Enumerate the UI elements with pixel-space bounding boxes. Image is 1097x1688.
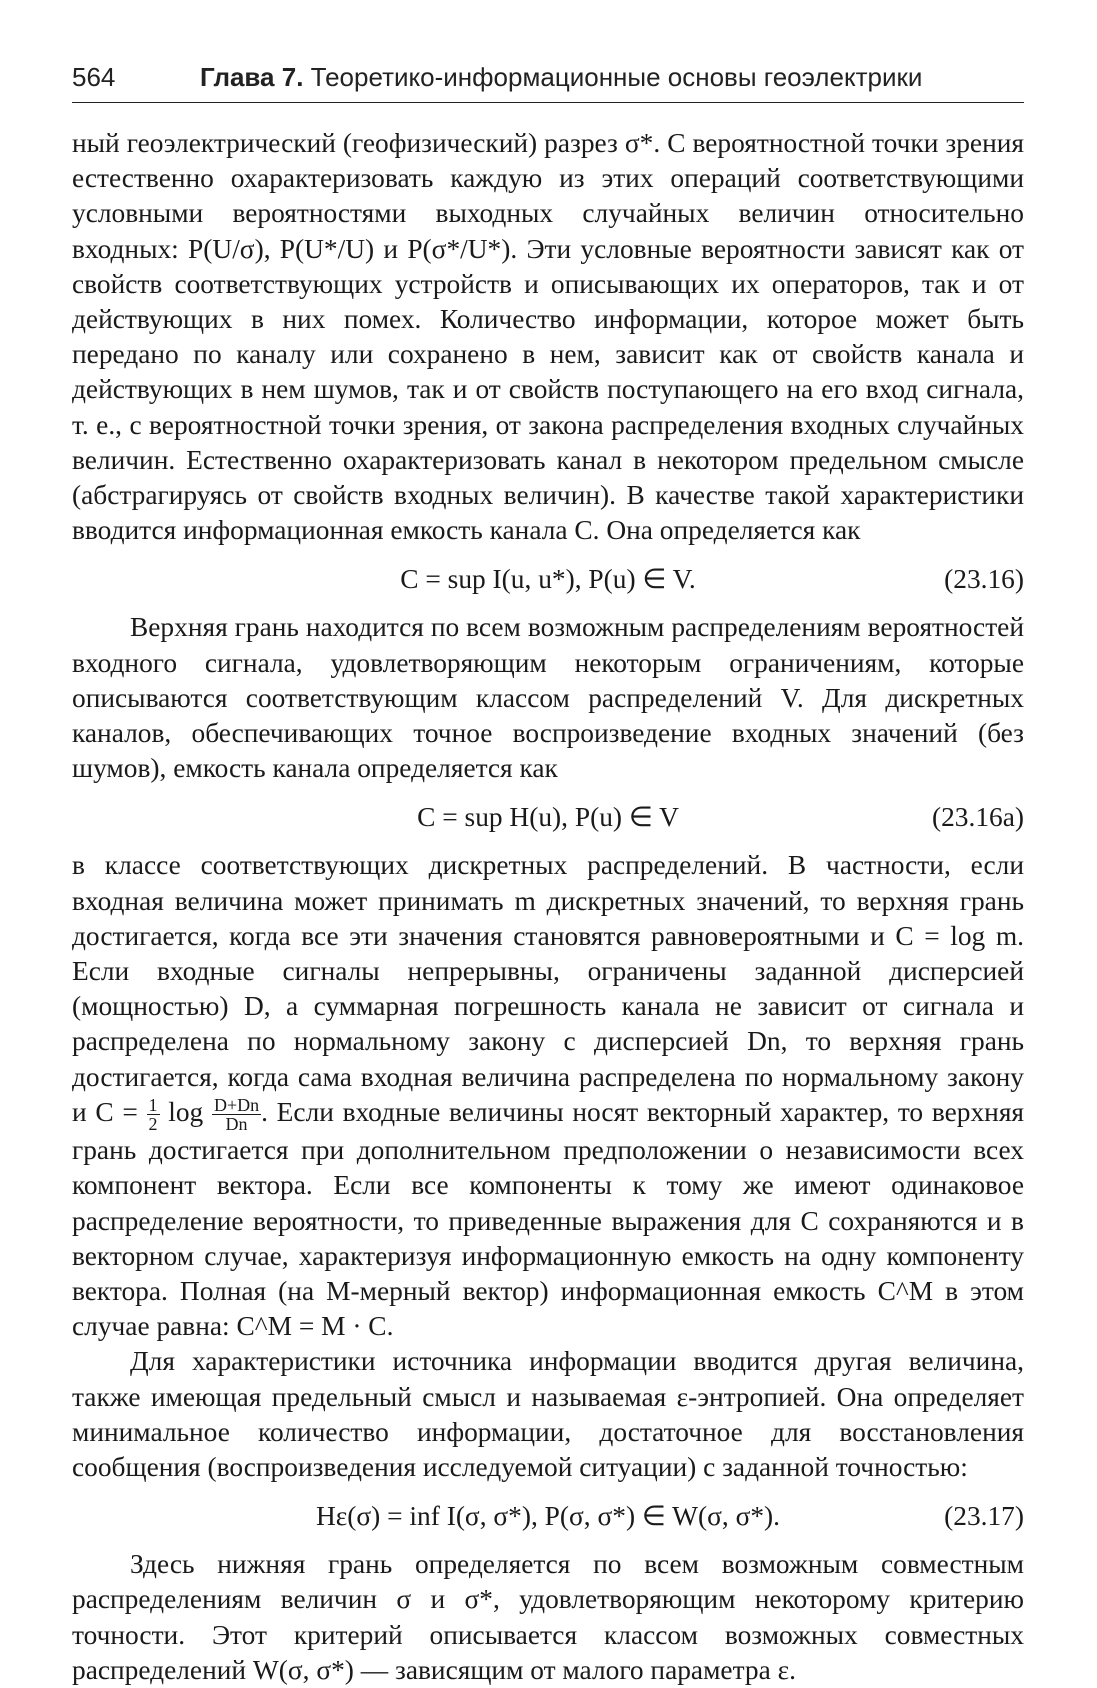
chapter-name: Теоретико-информационные основы геоэлектрики	[310, 62, 923, 92]
page-number: 564	[72, 62, 116, 92]
equation-number: (23.16a)	[931, 802, 1024, 833]
paragraph-3-part-a: в классе соответствующих дискретных распределений. В частности, если входная величина может принимать m дискретных значений, то верхняя грань достигается, когда все эти значения становятся равновероятными и C = log m. Если входные сигналы непрерывны, ограничены заданной дисперсией (мощностью) D, а суммарная погрешность канала не зависит от сигнала и распределена по нормальному закону с дисперсией Dn, то верхняя грань достигается, когда сама входная величина распределена по нормальному закону и C =	[72, 850, 1024, 1127]
paragraph-5: Здесь нижняя грань определяется по всем возможным совместным распределениям величин σ и σ*, удовлетворяющим некоторому критерию точности. Этот критерий описывается классом возможных совместных распределений W(σ, σ*) — зависящим от малого параметра ε.	[72, 1549, 1024, 1685]
chapter-label: Глава 7.	[200, 62, 304, 92]
page-body	[72, 126, 1024, 1688]
equation-body: C = sup H(u), P(u) ∈ V	[417, 802, 679, 833]
paragraph-2: Верхняя грань находится по всем возможным распределениям вероятностей входного сигнала, удовлетворяющим некоторым ограничениям, которые описываются соответствующим классом распределений V. Для дискретных каналов, обеспечивающих точное воспроизведение входных значений (без шумов), емкость канала определяется как	[72, 612, 1024, 784]
paragraph-4: Для характеристики источника информации вводится другая величина, также имеющая предельный смысл и называемая ε-энтропией. Она определяет минимальное количество информации, достаточное для восстановления сообщения (воспроизведения исследуемой ситуации) с заданной точностью:	[72, 1346, 1024, 1482]
equation-body: C = sup I(u, u*), P(u) ∈ V.	[400, 564, 696, 595]
running-header	[72, 62, 1024, 103]
equation-number: (23.16)	[944, 564, 1024, 595]
equation-23-17	[72, 1485, 1024, 1547]
paragraph-3	[72, 848, 1024, 1344]
fraction-d-dn: $\frac{D+Dn}{Dn}$	[213, 1095, 260, 1135]
fraction-one-half: $\frac{1}{2}$	[148, 1095, 158, 1135]
log-word: log	[168, 1096, 204, 1127]
chapter-title	[200, 62, 922, 93]
paragraph-1: ный геоэлектрический (геофизический) разрез σ*. С вероятностной точки зрения естественно охарактеризовать каждую из этих операций соответствующими условными вероятностями выходных случайных величин относительно входных: P(U/σ), P(U*/U) и P(σ*/U*). Эти условные вероятности зависят как от свойств соответствующих устройств и описывающих их операторов, так и от действующих в них помех. Количество информации, которое может быть передано по каналу или сохранено в нем, зависит как от свойств канала и действующих в нем шумов, так и от свойств поступающего на его вход сигнала, т. е., с вероятностной точки зрения, от закона распределения входных случайных величин. Естественно охарактеризовать канал в некотором предельном смысле (абстрагируясь от свойств входных величин). В качестве такой характеристики вводится информационная емкость канала C. Она определяется как	[72, 128, 1024, 546]
equation-23-16	[72, 548, 1024, 610]
equation-number: (23.17)	[944, 1501, 1024, 1532]
equation-23-16a	[72, 786, 1024, 848]
paragraph-3-part-b: . Если входные величины носят векторный характер, то верхняя грань достигается при дополнительном предположении о независимости всех компонент вектора. Если все компоненты к тому же имеют одинаковое распределение вероятности, то приведенные выражения для C сохраняются и в векторном случае, характеризуя информационную емкость на одну компоненту вектора. Полная (на M-мерный вектор) информационная емкость C^M в этом случае равна: C^M = M · C.	[72, 1096, 1025, 1342]
equation-body: Hε(σ) = inf I(σ, σ*), P(σ, σ*) ∈ W(σ, σ*).	[315, 1501, 780, 1532]
